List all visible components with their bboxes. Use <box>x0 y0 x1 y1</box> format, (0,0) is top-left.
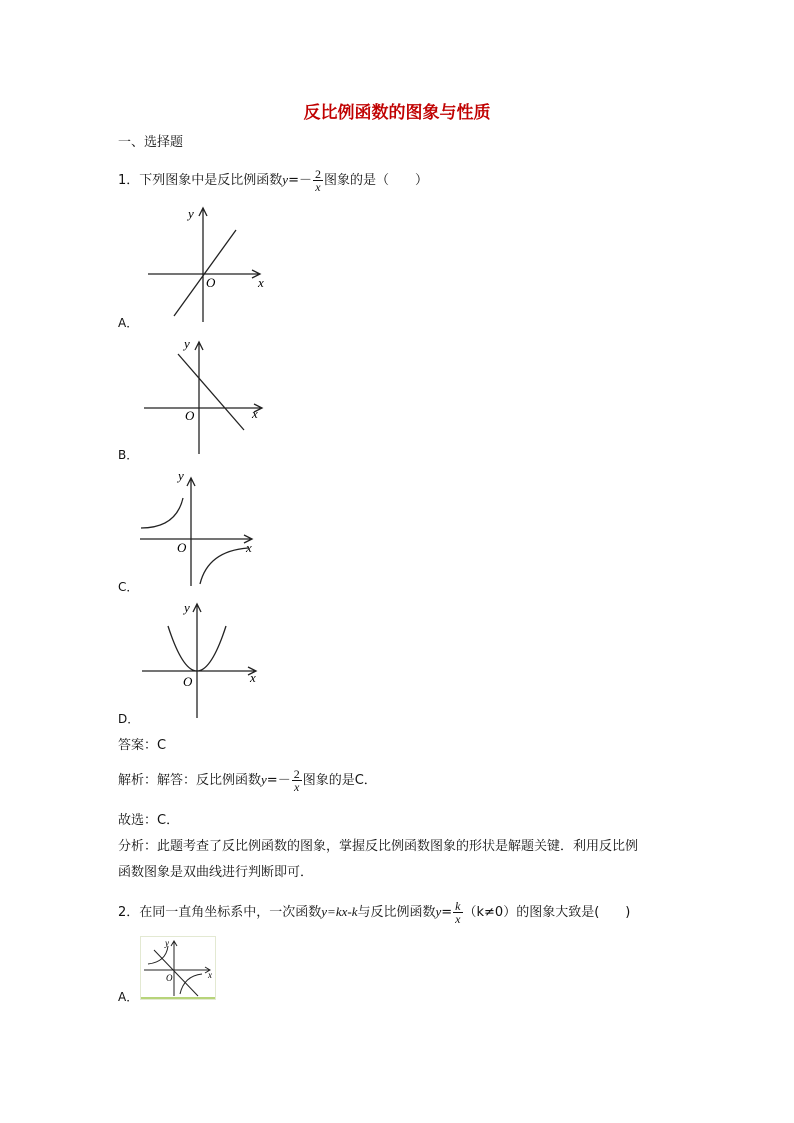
analysis <box>118 765 377 796</box>
question-2-prefix: 2．在同一直角坐标系中，一次函数 <box>118 905 322 920</box>
analysis-suffix: 图象的是C． <box>302 773 377 788</box>
eq-sign: = <box>441 905 453 920</box>
answer: 答案：C <box>118 738 167 753</box>
explanation-line-2: 函数图象是双曲线进行判断即可． <box>118 865 314 880</box>
question-2-stem <box>118 897 630 928</box>
linear-function: y=kx-k <box>321 904 358 919</box>
graph-option-d <box>138 598 262 720</box>
fraction-numerator: 2 <box>314 167 321 181</box>
hyperbola-branch-upper <box>141 498 183 528</box>
y-label: y <box>184 600 190 615</box>
hyperbola-branch-lower <box>200 548 248 584</box>
x-label: x <box>208 970 212 980</box>
y-label: y <box>178 468 184 483</box>
graph-q2-option-a <box>140 936 216 1000</box>
eq-lhs: y <box>282 172 289 187</box>
choice: 故选：C． <box>118 813 180 828</box>
fraction-denominator: x <box>315 180 321 194</box>
analysis-prefix: 解析：解答：反比例函数 <box>118 773 262 788</box>
x-label: x <box>258 275 264 290</box>
graph-frame <box>141 937 216 1000</box>
origin-label: O <box>177 540 187 555</box>
graph-option-b <box>140 336 270 458</box>
graph-option-c <box>138 466 258 590</box>
question-1-prefix: 1．下列图象中是反比例函数 <box>118 173 283 188</box>
y-label: y <box>188 206 194 221</box>
question-1-stem <box>118 165 428 196</box>
fraction <box>453 900 462 925</box>
option-d-label: D． <box>118 712 140 726</box>
eq-lhs: y <box>435 904 442 919</box>
question-2-mid: 与反比例函数 <box>357 905 436 920</box>
eq-sign: =－ <box>288 173 312 188</box>
question-2-suffix: 的图象大致是( ) <box>516 905 631 920</box>
y-label: y <box>184 336 190 351</box>
option-a-label: A． <box>118 316 139 330</box>
graph-option-a <box>140 200 270 326</box>
origin-label: O <box>185 408 195 423</box>
q2-option-a-label: A． <box>118 990 139 1004</box>
origin-label: O <box>183 674 193 689</box>
origin-label: O <box>206 275 216 290</box>
fraction-numerator: 2 <box>293 767 300 781</box>
fraction <box>313 168 323 193</box>
x-label: x <box>250 670 256 685</box>
section-heading: 一、选择题 <box>118 135 184 150</box>
page-title: 反比例函数的图象与性质 <box>303 103 491 123</box>
question-1-suffix: 图象的是（ ） <box>323 173 428 188</box>
x-label: x <box>252 406 258 421</box>
line-graph <box>174 230 236 316</box>
condition: （k≠0） <box>463 905 517 920</box>
explanation-line-1: 分析：此题考查了反比例函数的图象，掌握反比例函数图象的形状是解题关键．利用反比例 <box>118 839 639 854</box>
option-c-label: C． <box>118 580 139 594</box>
fraction-numerator: k <box>455 899 461 913</box>
eq-sign: =－ <box>266 773 291 788</box>
origin-label: O <box>166 973 173 983</box>
x-label: x <box>246 540 252 555</box>
fraction-denominator: x <box>294 780 300 794</box>
fraction <box>292 768 302 793</box>
eq-lhs: y <box>261 772 267 787</box>
fraction-denominator: x <box>455 912 461 926</box>
option-b-label: B． <box>118 448 139 462</box>
y-label: y <box>165 938 169 948</box>
